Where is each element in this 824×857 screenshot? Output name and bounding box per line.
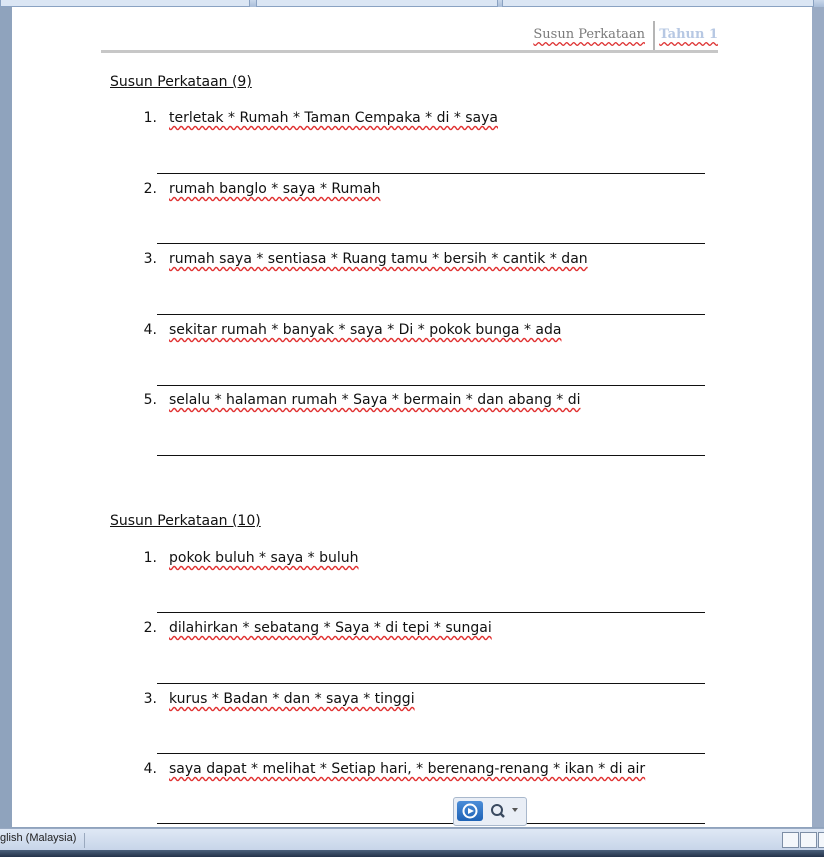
exercise-item	[132, 322, 561, 338]
answer-line[interactable]	[157, 455, 705, 456]
window-tab[interactable]	[0, 0, 250, 7]
answer-line[interactable]	[157, 612, 705, 613]
item-number: 5.	[143, 392, 157, 408]
taskbar	[0, 850, 824, 857]
dropdown-arrow-icon[interactable]	[512, 808, 518, 812]
item-text: dilahirkan * sebatang * Saya * di tepi * sungai	[169, 620, 492, 636]
item-number: 3.	[143, 691, 157, 707]
exercise-item	[132, 761, 645, 777]
item-text: sekitar rumah * banyak * saya * Di * pokok bunga * ada	[169, 322, 562, 338]
header-title: Susun Perkataan	[533, 27, 645, 42]
answer-line[interactable]	[157, 753, 705, 754]
item-number: 4.	[143, 322, 157, 338]
item-text: terletak * Rumah * Taman Cempaka * di * saya	[169, 110, 498, 126]
window-tab-strip	[0, 0, 824, 7]
header-year: Tahun 1	[659, 27, 718, 42]
section-title: Susun Perkataan (10)	[110, 513, 261, 529]
status-bar	[0, 828, 824, 851]
exercise-item	[132, 620, 492, 636]
window-tab[interactable]	[256, 0, 498, 7]
print-layout-view-icon[interactable]	[782, 832, 799, 848]
answer-line[interactable]	[157, 683, 705, 684]
exercise-item	[132, 110, 498, 126]
answer-line[interactable]	[157, 243, 705, 244]
item-text: kurus * Badan * dan * saya * tinggi	[169, 691, 415, 707]
status-separator	[84, 833, 85, 848]
answer-line[interactable]	[157, 385, 705, 386]
exercise-item	[132, 691, 415, 707]
item-number: 1.	[143, 110, 157, 126]
document-page[interactable]	[12, 7, 812, 827]
find-icon[interactable]	[487, 802, 509, 820]
language-indicator[interactable]: glish (Malaysia)	[0, 832, 77, 844]
section-title: Susun Perkataan (9)	[110, 74, 252, 90]
answer-line[interactable]	[157, 314, 705, 315]
web-layout-view-icon[interactable]	[818, 832, 824, 848]
item-text: selalu * halaman rumah * Saya * bermain * dan abang * di	[169, 392, 581, 408]
window-tab[interactable]	[502, 0, 814, 7]
item-text: rumah saya * sentiasa * Ruang tamu * bersih * cantik * dan	[169, 251, 588, 267]
item-number: 2.	[143, 181, 157, 197]
browse-object-icon[interactable]	[457, 801, 483, 821]
item-text: saya dapat * melihat * Setiap hari, * berenang-renang * ikan * di air	[169, 761, 646, 777]
exercise-item	[132, 392, 581, 408]
item-number: 2.	[143, 620, 157, 636]
item-number: 1.	[143, 550, 157, 566]
exercise-item	[132, 181, 380, 197]
answer-line[interactable]	[157, 173, 705, 174]
exercise-item	[132, 251, 588, 267]
header-rule	[101, 50, 718, 53]
answer-line[interactable]	[157, 823, 705, 824]
browse-toolbar	[453, 797, 527, 826]
item-text: pokok buluh * saya * buluh	[169, 550, 359, 566]
scroll-area-gutter	[812, 7, 824, 827]
full-screen-reading-view-icon[interactable]	[800, 832, 817, 848]
exercise-item	[132, 550, 359, 566]
item-number: 3.	[143, 251, 157, 267]
item-text: rumah banglo * saya * Rumah	[169, 181, 381, 197]
item-number: 4.	[143, 761, 157, 777]
header-divider	[653, 21, 655, 51]
